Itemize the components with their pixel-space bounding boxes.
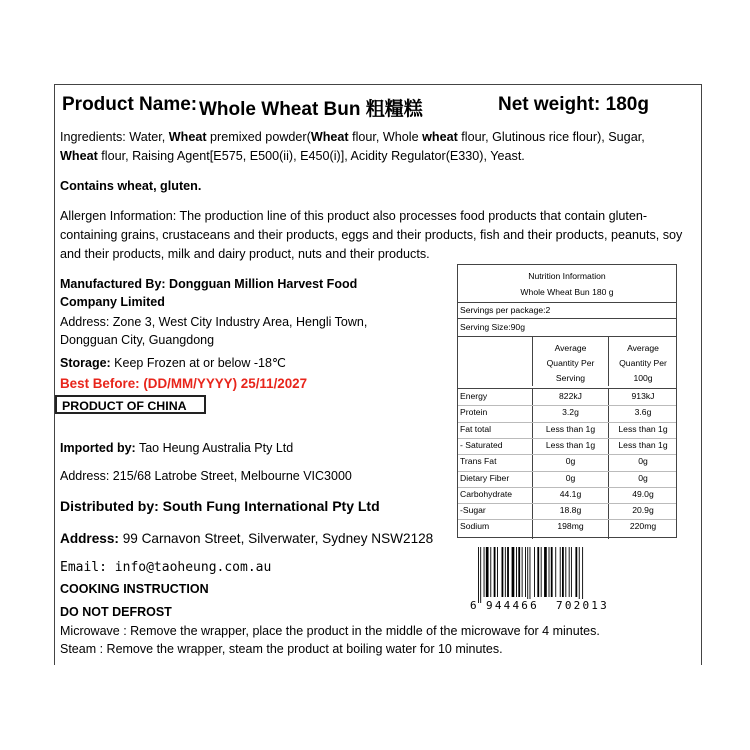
nutrient-per-100g: 3.6g	[634, 407, 652, 418]
allergen-line-1: Allergen Information: The production line of this product also processes food products that contain gluten-	[60, 209, 648, 223]
nutrient-per-serving: 44.1g	[559, 488, 582, 499]
distributor: Distributed by: South Fung International Pty Ltd	[60, 498, 380, 514]
nutrient-label: Protein	[460, 407, 488, 418]
barcode-bar	[534, 547, 535, 597]
ingredients-segment: Ingredients: Water,	[60, 130, 169, 144]
nutrient-per-100g: Less than 1g	[618, 423, 668, 434]
col1-header-3: Serving	[555, 373, 586, 383]
barcode-bar	[562, 547, 564, 597]
barcode-bar	[571, 547, 572, 597]
barcode-bar	[565, 547, 566, 597]
cooking-title: COOKING INSTRUCTION	[60, 582, 209, 596]
ingredients-segment: Wheat	[168, 130, 207, 144]
barcode-bar	[478, 547, 479, 603]
barcode-bars	[478, 547, 628, 603]
barcode-bar	[512, 547, 515, 597]
nutrient-label: - Saturated	[460, 439, 503, 450]
distributor-address-value: 99 Carnavon Street, Silverwater, Sydney NSW2128	[118, 531, 434, 546]
col1-header-2: Quantity Per	[546, 358, 595, 368]
nutrient-per-serving: Less than 1g	[545, 439, 596, 450]
nutrient-per-serving: 0g	[565, 456, 576, 467]
col1-header-1: Average	[554, 343, 587, 353]
importer-value: Tao Heung Australia Pty Ltd	[135, 441, 294, 455]
ingredients-segment: wheat	[422, 130, 458, 144]
distributor-address	[60, 530, 433, 548]
nutrient-per-100g: 220mg	[629, 521, 657, 532]
nutrition-panel	[457, 264, 677, 538]
nutrient-label: Trans Fat	[460, 456, 497, 467]
storage-label: Storage:	[60, 356, 111, 370]
barcode-bar	[497, 547, 498, 597]
importer-label: Imported by:	[60, 441, 136, 455]
barcode-bar	[490, 547, 491, 597]
do-not-defrost: DO NOT DEFROST	[60, 605, 172, 619]
barcode-bar	[541, 547, 542, 597]
nutrient-per-100g: Less than 1g	[618, 439, 668, 450]
barcode-bar	[507, 547, 509, 597]
nutrient-per-serving: 3.2g	[562, 407, 579, 418]
email: Email: info@taoheung.com.au	[60, 560, 272, 575]
barcode-bar	[480, 547, 481, 603]
steam-instruction: Steam : Remove the wrapper, steam the product at boiling water for 10 minutes.	[60, 642, 503, 656]
nutrient-per-serving: 198mg	[557, 521, 584, 532]
best-before-date: Best Before: (DD/MM/YYYY) 25/11/2027	[60, 376, 308, 391]
ingredients-segment: flour, Raising Agent[E575, E500(ii), E450(i)], Acidity Regulator(E330), Yeast.	[97, 149, 525, 163]
col2-header-1: Average	[627, 343, 659, 353]
nutrition-subtitle: Whole Wheat Bun 180 g	[520, 287, 614, 297]
col2-header-3: 100g	[633, 373, 653, 383]
ingredients-segment: Wheat	[60, 149, 98, 163]
allergen-line-2: containing grains, crustaceans and their products, eggs and their products, fish and their products, peanuts, soy	[60, 228, 683, 242]
nutrient-label: Sodium	[460, 521, 490, 532]
barcode-bar	[537, 547, 539, 597]
barcode-bar	[518, 547, 520, 597]
barcode-bar	[575, 547, 577, 597]
importer	[60, 439, 293, 457]
col2-header-2: Quantity Per	[619, 358, 667, 368]
ingredients-segment: flour, Whole	[348, 130, 423, 144]
ingredients-line-1	[60, 128, 645, 147]
barcode-left-digits: 944466	[486, 599, 539, 612]
barcode-bar	[560, 547, 561, 597]
ingredients-segment: flour, Glutinous rice flour), Sugar,	[457, 130, 645, 144]
nutrient-per-100g: 49.0g	[632, 488, 654, 499]
manufacturer-address-2: Dongguan City, Guangdong	[60, 333, 215, 347]
barcode-bar	[484, 547, 485, 597]
nutrient-per-serving: 18.8g	[559, 505, 582, 516]
nutrient-label: Fat total	[460, 423, 492, 434]
servings-per-package: Servings per package:2	[460, 305, 551, 315]
barcode-bar	[502, 547, 504, 597]
nutrition-title: Nutrition Information	[528, 271, 606, 281]
nutrient-per-serving: Less than 1g	[545, 423, 596, 434]
nutrient-per-100g: 0g	[638, 456, 648, 467]
importer-address: Address: 215/68 Latrobe Street, Melbourne VIC3000	[60, 469, 352, 483]
ingredients-line-2	[60, 147, 525, 166]
ingredients-segment: premixed powder(	[206, 130, 311, 144]
barcode-bar	[549, 547, 550, 597]
barcode-bar	[527, 547, 528, 603]
product-of-china-box: PRODUCT OF CHINA	[55, 395, 206, 414]
nutrient-per-serving: 0g	[565, 472, 576, 483]
barcode	[470, 547, 630, 615]
product-name-label: Product Name:	[62, 94, 198, 115]
barcode-bar	[516, 547, 517, 597]
barcode-bar	[522, 547, 523, 597]
storage-instruction	[60, 354, 286, 372]
allergen-line-3: and their products, milk and dairy product, nuts and their products.	[60, 247, 430, 261]
barcode-bar	[486, 547, 489, 597]
nutrient-label: Dietary Fiber	[460, 472, 510, 483]
nutrient-per-100g: 0g	[638, 472, 648, 483]
barcode-bar	[544, 547, 547, 597]
microwave-instruction: Microwave : Remove the wrapper, place the product in the middle of the microwave for 4 minutes.	[60, 624, 600, 638]
manufacturer-line-2: Company Limited	[60, 295, 165, 309]
nutrient-per-serving: 822kJ	[559, 391, 582, 401]
barcode-bar	[582, 547, 583, 603]
net-weight: Net weight: 180g	[498, 94, 649, 115]
barcode-right-digits: 702013	[556, 599, 609, 612]
nutrient-per-100g: 913kJ	[631, 391, 655, 401]
barcode-bar	[505, 547, 506, 597]
nutrient-label: Carbohydrate	[460, 488, 513, 499]
barcode-bar	[525, 547, 526, 597]
distributor-address-label: Address:	[60, 531, 119, 546]
nutrient-label: Energy	[460, 391, 488, 401]
nutrient-label: -Sugar	[460, 505, 486, 516]
barcode-bar	[494, 547, 496, 597]
product-name-value: Whole Wheat Bun 粗糧糕	[199, 99, 423, 120]
barcode-bar	[530, 547, 531, 603]
manufacturer-address-1: Address: Zone 3, West City Industry Area, Hengli Town,	[60, 315, 368, 329]
nutrient-per-100g: 20.9g	[632, 505, 654, 516]
barcode-bar	[555, 547, 556, 597]
serving-size: Serving Size:90g	[460, 322, 525, 332]
barcode-bar	[569, 547, 570, 597]
barcode-bar	[579, 547, 580, 603]
barcode-bar	[551, 547, 553, 597]
manufacturer-line-1: Manufactured By: Dongguan Million Harvest Food	[60, 277, 358, 291]
storage-value: Keep Frozen at or below -18℃	[110, 356, 286, 370]
ingredients-segment: Wheat	[310, 130, 349, 144]
barcode-first-digit: 6	[470, 599, 477, 612]
contains-statement: Contains wheat, gluten.	[60, 179, 202, 193]
